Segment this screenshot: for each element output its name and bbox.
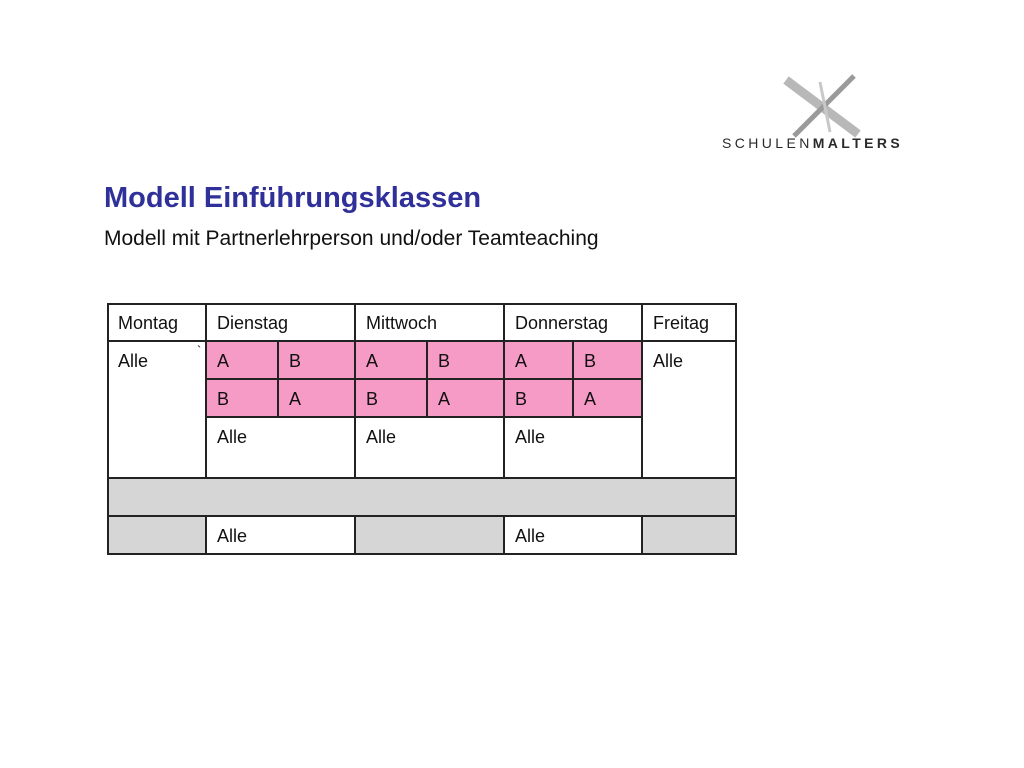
logo-name-light: SCHULEN xyxy=(722,135,813,151)
logo-wordmark xyxy=(722,135,903,151)
row5-tue-all: Alle xyxy=(217,526,248,546)
header-thursday: Donnerstag xyxy=(515,313,609,333)
header-friday: Freitag xyxy=(653,313,710,333)
row1-thu-b: B xyxy=(584,351,597,371)
row3-thu-all: Alle xyxy=(515,427,546,447)
vline-wed-thu-lower xyxy=(503,515,505,555)
logo-name-bold: MALTERS xyxy=(812,135,904,151)
row2-tue-b: B xyxy=(217,389,230,409)
grey-cell-monday xyxy=(107,516,206,555)
vline-tue-wed-upper xyxy=(354,303,356,479)
vline-tue-split xyxy=(277,341,279,417)
row2-wed-b: B xyxy=(366,389,379,409)
row5-thu-all: Alle xyxy=(515,526,546,546)
row3-tue-all: Alle xyxy=(217,427,248,447)
grey-cell-friday xyxy=(642,516,737,555)
school-logo xyxy=(718,74,928,160)
hline-row1 xyxy=(206,378,642,380)
vline-thu-split xyxy=(572,341,574,417)
row1-tue-b: B xyxy=(289,351,302,371)
hline-row2 xyxy=(206,416,642,418)
row1-wed-a: A xyxy=(366,351,379,371)
header-monday: Montag xyxy=(118,313,179,333)
stray-mark: ` xyxy=(197,343,202,358)
row1-thu-a: A xyxy=(515,351,528,371)
schedule-table xyxy=(107,303,737,555)
vline-mon-tue-upper xyxy=(205,303,207,479)
vline-wed-thu-upper xyxy=(503,303,505,479)
page-subtitle: Modell mit Partnerlehrperson und/oder Teamteaching xyxy=(104,227,599,250)
row3-wed-all: Alle xyxy=(366,427,397,447)
friday-all-cell: Alle xyxy=(653,351,684,371)
page-title: Modell Einführungsklassen xyxy=(104,182,482,214)
row1-tue-a: A xyxy=(217,351,230,371)
monday-all-cell: Alle xyxy=(118,351,149,371)
row2-thu-a: A xyxy=(584,389,597,409)
row2-tue-a: A xyxy=(289,389,302,409)
vline-thu-fri-lower xyxy=(641,515,643,555)
vline-wed-split xyxy=(426,341,428,417)
grey-row xyxy=(107,478,737,516)
header-wednesday: Mittwoch xyxy=(366,313,438,333)
row2-wed-a: A xyxy=(438,389,451,409)
row2-thu-b: B xyxy=(515,389,528,409)
vline-tue-wed-lower xyxy=(354,515,356,555)
vline-mon-tue-lower xyxy=(205,515,207,555)
vline-thu-fri-upper xyxy=(641,303,643,479)
grey-cell-wednesday xyxy=(355,516,504,555)
row1-wed-b: B xyxy=(438,351,451,371)
crossed-x-logo-icon xyxy=(780,74,864,138)
header-tuesday: Dienstag xyxy=(217,313,289,333)
